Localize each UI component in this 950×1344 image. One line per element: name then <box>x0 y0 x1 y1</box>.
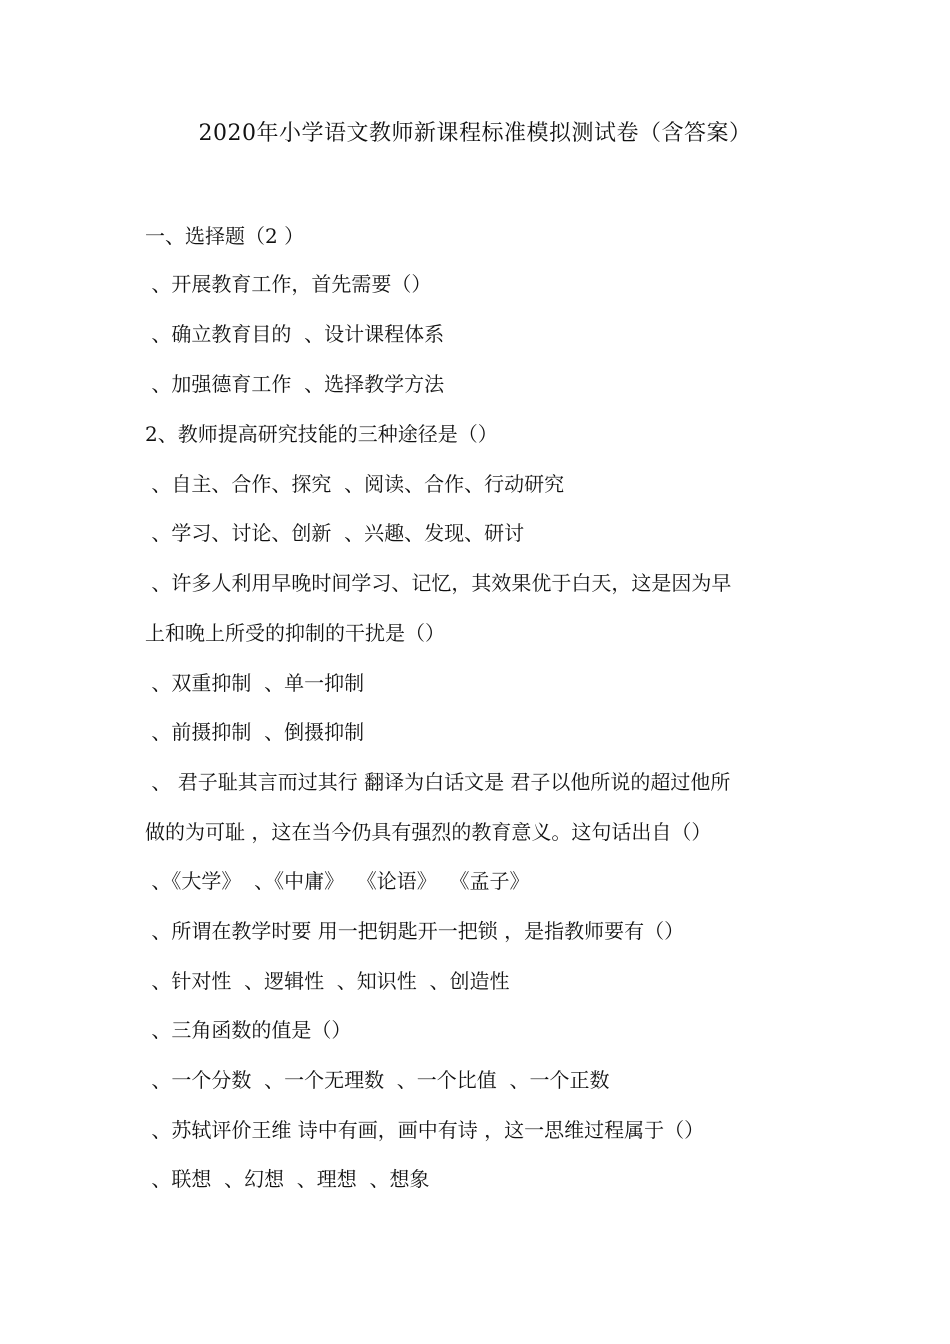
question-5-options: 、针对性 、逻辑性 、知识性 、创造性 <box>145 969 510 993</box>
question-3-line-2: 上和晚上所受的抑制的干扰是（） <box>145 621 445 645</box>
question-1: 、开展教育工作，首先需要（） <box>145 272 432 296</box>
question-1-options-a: 、确立教育目的 、设计课程体系 <box>145 322 445 346</box>
question-1-options-b: 、加强德育工作 、选择教学方法 <box>145 372 445 396</box>
question-4-line-2: 做的为可耻 ，这在当今仍具有强烈的教育意义。这句话出自（） <box>145 820 712 844</box>
question-4-options: 、《大学》 、《中庸》 《论语》 《孟子》 <box>145 869 530 893</box>
section-heading: 一、选择题（2 ） <box>145 224 305 248</box>
question-7-options: 、联想 、幻想 、理想 、想象 <box>145 1167 430 1191</box>
question-3-options-a: 、双重抑制 、单一抑制 <box>145 671 365 695</box>
question-5: 、所谓在教学时要 用一把钥匙开一把锁 ，是指教师要有（） <box>145 919 685 943</box>
question-2-options-a: 、自主、合作、探究 、阅读、合作、行动研究 <box>145 472 565 496</box>
question-2: 2、教师提高研究技能的三种途径是（） <box>145 422 498 446</box>
question-3-line-1: 、许多人利用早晚时间学习、记忆，其效果优于白天，这是因为早 <box>145 571 732 595</box>
question-3-options-b: 、前摄抑制 、倒摄抑制 <box>145 720 365 744</box>
question-4-line-1: 、 君子耻其言而过其行 翻译为白话文是 君子以他所说的超过他所 <box>145 770 731 794</box>
question-6: 、三角函数的值是（） <box>145 1018 352 1042</box>
document-title: 2020年小学语文教师新课程标准模拟测试卷（含答案） <box>198 121 752 146</box>
question-2-options-b: 、学习、讨论、创新 、兴趣、发现、研讨 <box>145 521 525 545</box>
question-7: 、苏轼评价王维 诗中有画，画中有诗 ，这一思维过程属于（） <box>145 1118 705 1142</box>
question-6-options: 、一个分数 、一个无理数 、一个比值 、一个正数 <box>145 1068 610 1092</box>
